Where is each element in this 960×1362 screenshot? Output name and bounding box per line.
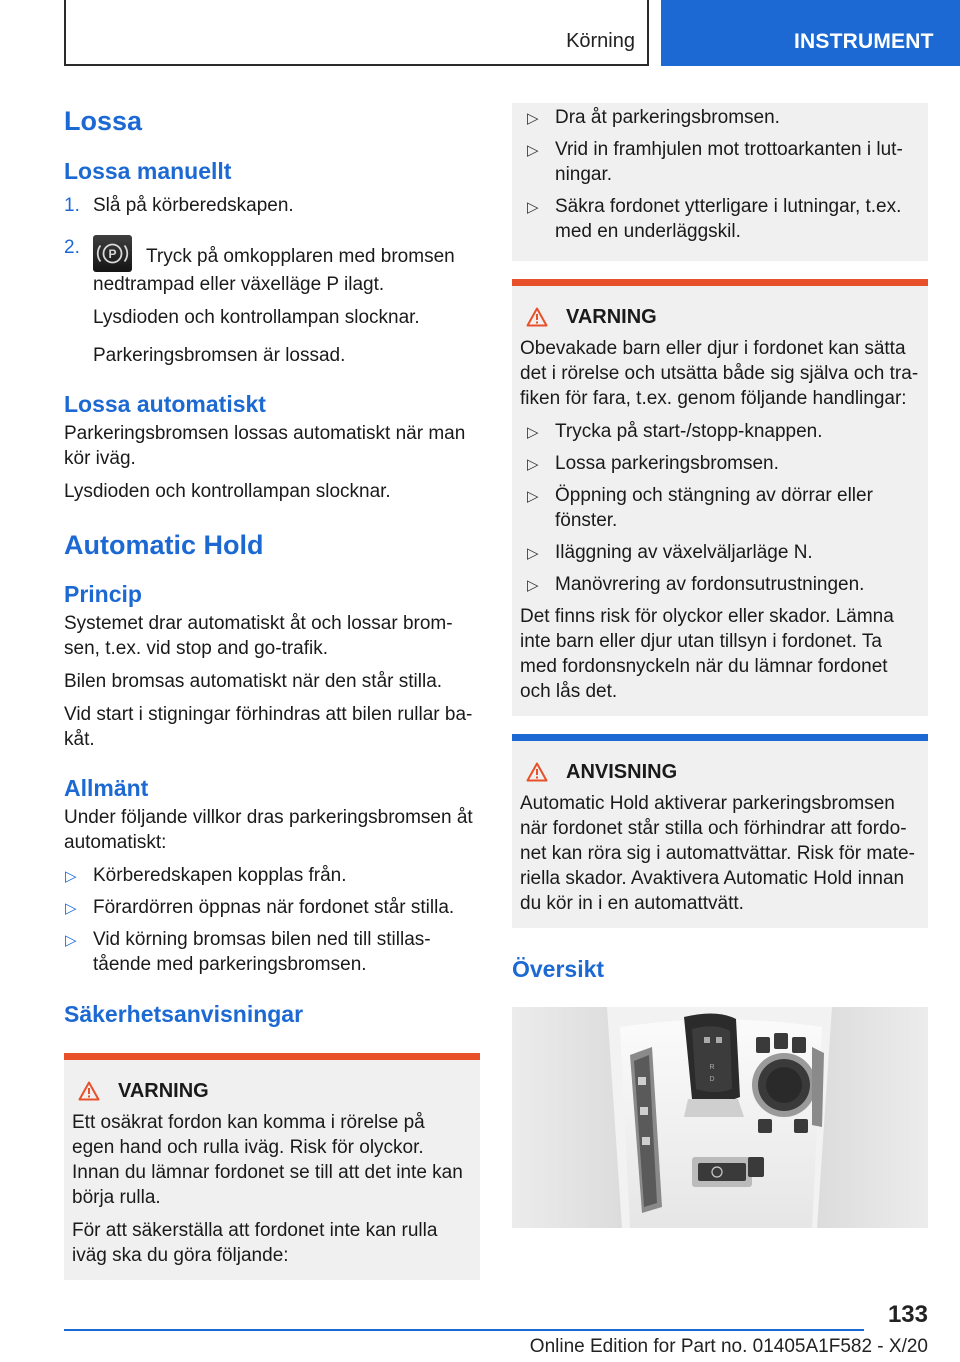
list-item: [526, 419, 920, 444]
right-column: [512, 103, 928, 1228]
heading-sakerhetsanvisningar: Säkerhetsanvisningar: [64, 1001, 304, 1027]
list-item-text: Förardörren öppnas när fordonet står stilla.: [93, 897, 455, 918]
heading-automatic-hold: Automatic Hold: [64, 530, 264, 560]
list-item-text: Lossa parkeringsbromsen.: [555, 453, 779, 474]
warning-triangle-icon: [526, 762, 548, 782]
list-item: [526, 137, 920, 187]
list-item: [526, 483, 920, 533]
list-item: [526, 451, 920, 476]
list-item-text: Säkra fordonet ytterligare i lutningar, t.ex. med en underläggskil.: [555, 196, 902, 242]
heading-lossa-automatiskt: Lossa automatiskt: [64, 391, 266, 417]
step-text: Slå på körberedskapen.: [93, 195, 294, 216]
notice-text: Automatic Hold aktiverar parkeringsbromsen när fordonet står stilla och förhindrar att fordonet kan röra sig i automattvättar. Risk för materiella skador. Avaktivera Automatic Hold innan du kör in i en automattvätt.: [520, 793, 915, 914]
header-chapter-tab: INSTRUMENT: [661, 0, 960, 66]
footer-divider: [64, 1329, 864, 1331]
triangle-bullet-icon: ▷: [65, 932, 77, 949]
list-item-text: Körberedskapen kopplas från.: [93, 865, 347, 886]
manual-steps-list: [64, 193, 480, 297]
allmant-list: [64, 863, 480, 977]
warning-list: [520, 419, 920, 597]
continued-list-box: [512, 103, 928, 261]
princip-text-1: Systemet drar automatiskt åt och lossar bromsen, t.ex. vid stop and go-trafik.: [64, 613, 453, 659]
left-column: [64, 100, 480, 1280]
list-item-text: Vrid in framhjulen mot trottoarkanten i lutningar.: [555, 139, 903, 185]
list-item-text: Manövrering av fordonsutrustningen.: [555, 574, 865, 595]
warning-text-2: Det finns risk för olyckor eller skador. Lämna inte barn eller djur utan tillsyn i fordonet. Ta med fordonsnyckeln när du lämnar fordonet och lås det.: [520, 606, 894, 702]
list-item-text: Trycka på start-/stopp-knappen.: [555, 421, 823, 442]
warning-box-1: [64, 1053, 480, 1280]
triangle-bullet-icon: ▷: [527, 456, 539, 473]
princip-text-3: Vid start i stigningar förhindras att bilen rullar bakåt.: [64, 704, 473, 750]
step-number: 2.: [64, 237, 80, 258]
triangle-bullet-icon: ▷: [65, 868, 77, 885]
auto-text-2: Lysdioden och kontrollampan slocknar.: [64, 481, 391, 502]
warning-triangle-icon: [78, 1081, 100, 1101]
list-item: [64, 927, 480, 977]
allmant-text: Under följande villkor dras parkeringsbromsen åt automatiskt:: [64, 807, 473, 853]
warning-title: VARNING: [520, 304, 920, 330]
list-item-text: Öppning och stängning av dörrar eller fönster.: [555, 485, 873, 531]
warning-triangle-icon: [526, 307, 548, 327]
list-item: [64, 863, 480, 888]
header-section-label: Körning: [566, 30, 635, 52]
triangle-bullet-icon: ▷: [527, 577, 539, 594]
list-item: [64, 235, 480, 297]
list-item: [526, 540, 920, 565]
list-item-text: Iläggning av växelväljarläge N.: [555, 542, 813, 563]
warning-text-2: För att säkerställa att fordonet inte kan rulla iväg ska du göra följande:: [72, 1220, 438, 1266]
princip-text-2: Bilen bromsas automatiskt när den står stilla.: [64, 671, 443, 692]
header-section-tab: [64, 0, 649, 66]
notice-title: ANVISNING: [520, 759, 920, 785]
heading-allmant: Allmänt: [64, 775, 149, 801]
warning-text-1: Obevakade barn eller djur i fordonet kan sätta det i rörelse och utsätta både sig själva och trafiken för fara, t.ex. genom följande handlingar:: [520, 338, 919, 409]
svg-text:P: P: [108, 247, 117, 261]
svg-text:R: R: [709, 1064, 715, 1071]
manual-result-1: Lysdioden och kontrollampan slocknar.: [93, 307, 420, 328]
heading-lossa: Lossa: [64, 106, 143, 136]
center-console-photo: [512, 1007, 928, 1228]
heading-oversikt: Översikt: [512, 956, 605, 982]
center-console-illustration: [512, 1007, 928, 1228]
manual-result-2: Parkeringsbromsen är lossad.: [93, 345, 346, 366]
warning-title: VARNING: [72, 1078, 472, 1104]
triangle-bullet-icon: ▷: [527, 142, 539, 159]
notice-box: [512, 734, 928, 928]
list-item: [64, 193, 480, 218]
list-item-text: Dra åt parkeringsbromsen.: [555, 107, 780, 128]
heading-lossa-manuellt: Lossa manuellt: [64, 158, 232, 184]
list-item: [64, 895, 480, 920]
parking-brake-switch-icon: [93, 235, 132, 272]
list-item: [526, 105, 920, 130]
heading-princip: Princip: [64, 581, 142, 607]
triangle-bullet-icon: ▷: [527, 488, 539, 505]
triangle-bullet-icon: ▷: [65, 900, 77, 917]
svg-text:D: D: [709, 1076, 715, 1083]
warning-text-1: Ett osäkrat fordon kan komma i rörelse på egen hand och rulla iväg. Risk för olyckor. Innan du lämnar fordonet se till att det inte kan börja rulla.: [72, 1112, 463, 1208]
list-item-text: Vid körning bromsas bilen ned till stillastående med parkeringsbromsen.: [93, 929, 431, 975]
page-number: 133: [887, 1301, 928, 1328]
footer-edition: Online Edition for Part no. 01405A1F582 - X/20: [529, 1336, 928, 1357]
list-item: [526, 194, 920, 244]
warning-box-2: [512, 279, 928, 716]
step-text: Tryck på omkopplaren med bromsen nedtrampad eller växelläge P ilagt.: [93, 246, 455, 295]
continued-list: [512, 103, 928, 261]
step-number: 1.: [64, 195, 80, 216]
triangle-bullet-icon: ▷: [527, 424, 539, 441]
triangle-bullet-icon: ▷: [527, 199, 539, 216]
triangle-bullet-icon: ▷: [527, 110, 539, 127]
auto-text-1: Parkeringsbromsen lossas automatiskt när man kör iväg.: [64, 423, 466, 469]
triangle-bullet-icon: ▷: [527, 545, 539, 562]
list-item: [526, 572, 920, 597]
